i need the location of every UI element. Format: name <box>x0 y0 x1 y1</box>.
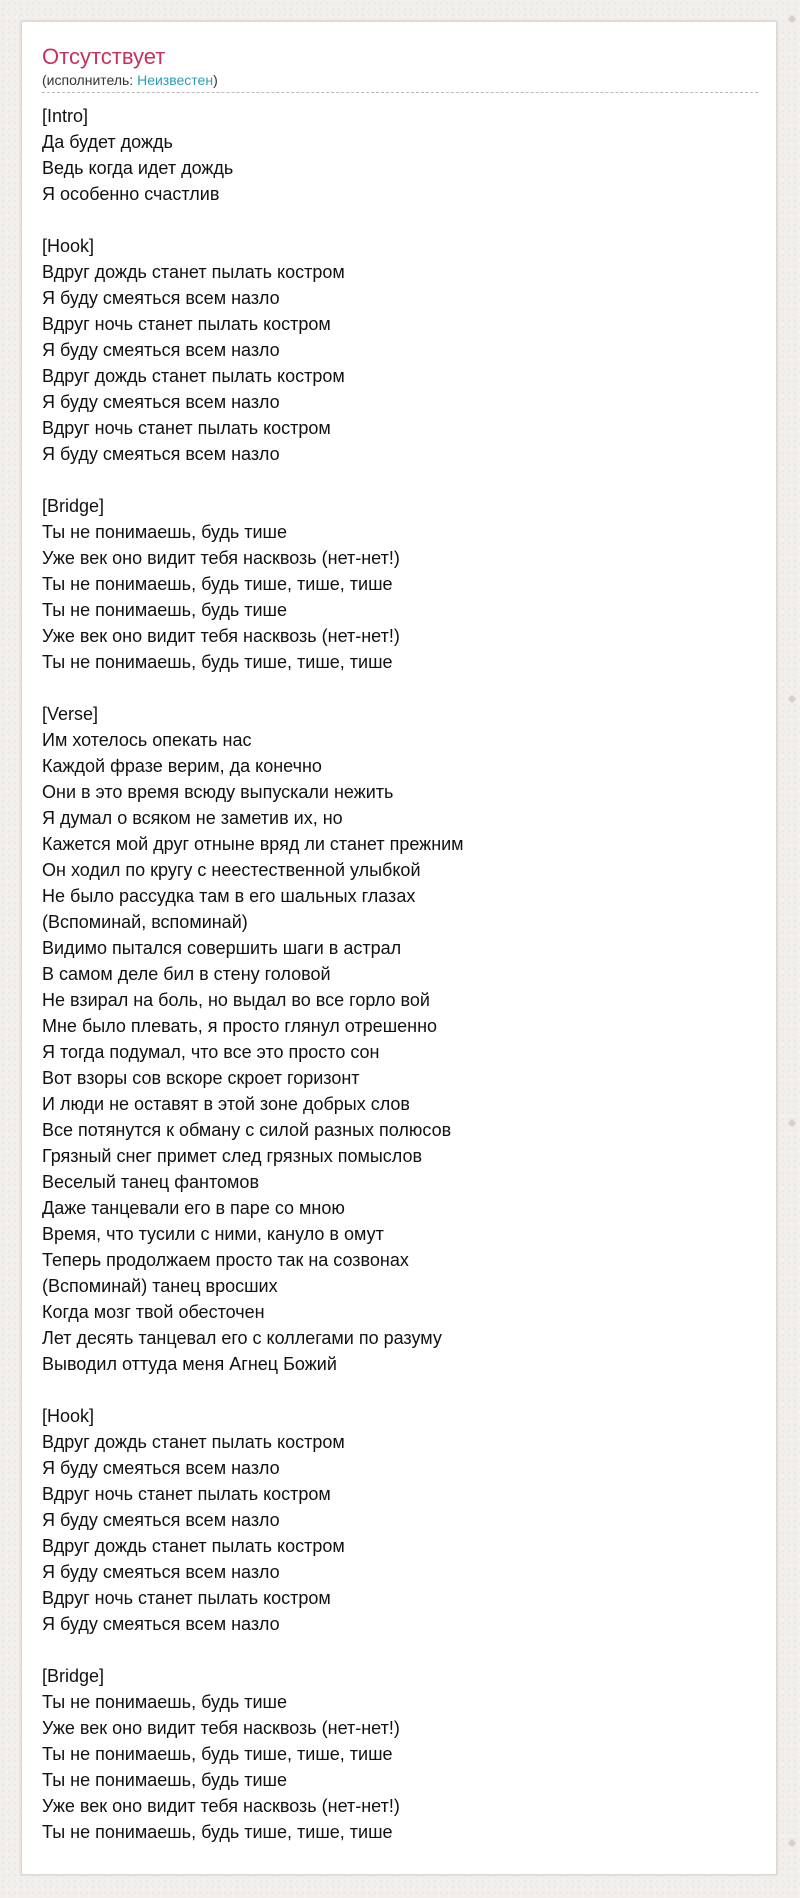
artist-link[interactable]: Неизвестен <box>137 72 214 88</box>
lyric-line: Я буду смеяться всем назло <box>42 1510 280 1530</box>
lyric-line: Уже век оно видит тебя насквозь (нет-нет!) <box>42 1796 400 1816</box>
lyrics-card <box>21 21 777 1875</box>
lyric-line: Выводил оттуда меня Агнец Божий <box>42 1354 337 1374</box>
dashed-divider <box>42 92 758 93</box>
lyric-line: Веселый танец фантомов <box>42 1172 260 1192</box>
lyric-line: Я буду смеяться всем назло <box>42 392 280 412</box>
section-label: [Hook] <box>42 1406 95 1426</box>
artist-prefix: (исполнитель: <box>42 72 138 88</box>
lyrics-stanza <box>42 701 756 1377</box>
edge-decoration <box>788 15 796 23</box>
lyric-line: Лет десять танцевал его с коллегами по разуму <box>42 1328 442 1348</box>
section-label: [Hook] <box>42 236 95 256</box>
lyric-line: Они в это время всюду выпускали нежить <box>42 782 394 802</box>
lyric-line: Ты не понимаешь, будь тише <box>42 1770 288 1790</box>
lyric-line: Ты не понимаешь, будь тише, тише, тише <box>42 652 393 672</box>
song-title: Отсутствует <box>42 44 166 69</box>
lyrics-stanza <box>42 493 756 675</box>
lyric-line: Я особенно счастлив <box>42 184 220 204</box>
lyric-line: Я думал о всяком не заметив их, но <box>42 808 343 828</box>
lyric-line: Вдруг ночь станет пылать костром <box>42 1588 331 1608</box>
lyric-line: Им хотелось опекать нас <box>42 730 252 750</box>
lyric-line: (Вспоминай) танец вросших <box>42 1276 278 1296</box>
edge-decoration <box>788 1119 796 1127</box>
lyrics-body <box>42 103 756 1845</box>
section-label: [Intro] <box>42 106 89 126</box>
lyric-line: Грязный снег примет след грязных помыслов <box>42 1146 423 1166</box>
lyric-line: Вдруг дождь станет пылать костром <box>42 366 345 386</box>
lyric-line: Не было рассудка там в его шальных глазах <box>42 886 416 906</box>
lyrics-stanza <box>42 1403 756 1637</box>
lyric-line: Ты не понимаешь, будь тише <box>42 1692 288 1712</box>
lyric-line: Все потянутся к обману с силой разных полюсов <box>42 1120 452 1140</box>
lyric-line: Вдруг ночь станет пылать костром <box>42 314 331 334</box>
lyric-line: Я буду смеяться всем назло <box>42 444 280 464</box>
lyric-line: Он ходил по кругу с неестественной улыбкой <box>42 860 421 880</box>
lyric-line: Я буду смеяться всем назло <box>42 340 280 360</box>
lyrics-stanza <box>42 233 756 467</box>
section-label: [Bridge] <box>42 1666 105 1686</box>
lyric-line: Да будет дождь <box>42 132 173 152</box>
lyric-line: Кажется мой друг отныне вряд ли станет прежним <box>42 834 464 854</box>
lyric-line: Ты не понимаешь, будь тише, тише, тише <box>42 1822 393 1842</box>
lyric-line: Вдруг дождь станет пылать костром <box>42 262 345 282</box>
lyric-line: (Вспоминай, вспоминай) <box>42 912 248 932</box>
lyric-line: Ты не понимаешь, будь тише <box>42 600 288 620</box>
edge-decoration <box>788 695 796 703</box>
lyric-line: Когда мозг твой обесточен <box>42 1302 265 1322</box>
lyric-line: Ведь когда идет дождь <box>42 158 234 178</box>
lyrics-stanza <box>42 103 756 207</box>
lyric-line: Время, что тусили с ними, кануло в омут <box>42 1224 384 1244</box>
lyric-line: В самом деле бил в стену головой <box>42 964 331 984</box>
lyric-line: Уже век оно видит тебя насквозь (нет-нет!) <box>42 626 400 646</box>
lyric-line: Уже век оно видит тебя насквозь (нет-нет!) <box>42 548 400 568</box>
lyric-line: Вдруг дождь станет пылать костром <box>42 1536 345 1556</box>
lyric-line: Ты не понимаешь, будь тише, тише, тише <box>42 1744 393 1764</box>
lyric-line: Вдруг ночь станет пылать костром <box>42 418 331 438</box>
lyric-line: Я буду смеяться всем назло <box>42 1458 280 1478</box>
lyric-line: Я буду смеяться всем назло <box>42 1562 280 1582</box>
section-label: [Verse] <box>42 704 99 724</box>
artist-suffix: ) <box>213 72 218 88</box>
lyric-line: Я буду смеяться всем назло <box>42 1614 280 1634</box>
lyric-line: Каждой фразе верим, да конечно <box>42 756 322 776</box>
lyric-line: Мне было плевать, я просто глянул отрешенно <box>42 1016 438 1036</box>
lyric-line: Видимо пытался совершить шаги в астрал <box>42 938 402 958</box>
lyric-line: Я буду смеяться всем назло <box>42 288 280 308</box>
lyric-line: Вот взоры сов вскоре скроет горизонт <box>42 1068 360 1088</box>
lyric-line: Теперь продолжаем просто так на созвонах <box>42 1250 409 1270</box>
lyric-line: Вдруг ночь станет пылать костром <box>42 1484 331 1504</box>
section-label: [Bridge] <box>42 496 105 516</box>
lyrics-stanza <box>42 1663 756 1845</box>
lyric-line: Уже век оно видит тебя насквозь (нет-нет!) <box>42 1718 400 1738</box>
lyric-line: И люди не оставят в этой зоне добрых слов <box>42 1094 410 1114</box>
edge-decoration <box>788 1839 796 1847</box>
lyric-line: Ты не понимаешь, будь тише <box>42 522 288 542</box>
lyric-line: Я тогда подумал, что все это просто сон <box>42 1042 380 1062</box>
lyric-line: Даже танцевали его в паре со мною <box>42 1198 345 1218</box>
lyric-line: Вдруг дождь станет пылать костром <box>42 1432 345 1452</box>
lyric-line: Ты не понимаешь, будь тише, тише, тише <box>42 574 393 594</box>
lyric-line: Не взирал на боль, но выдал во все горло вой <box>42 990 430 1010</box>
artist-line <box>42 71 756 89</box>
